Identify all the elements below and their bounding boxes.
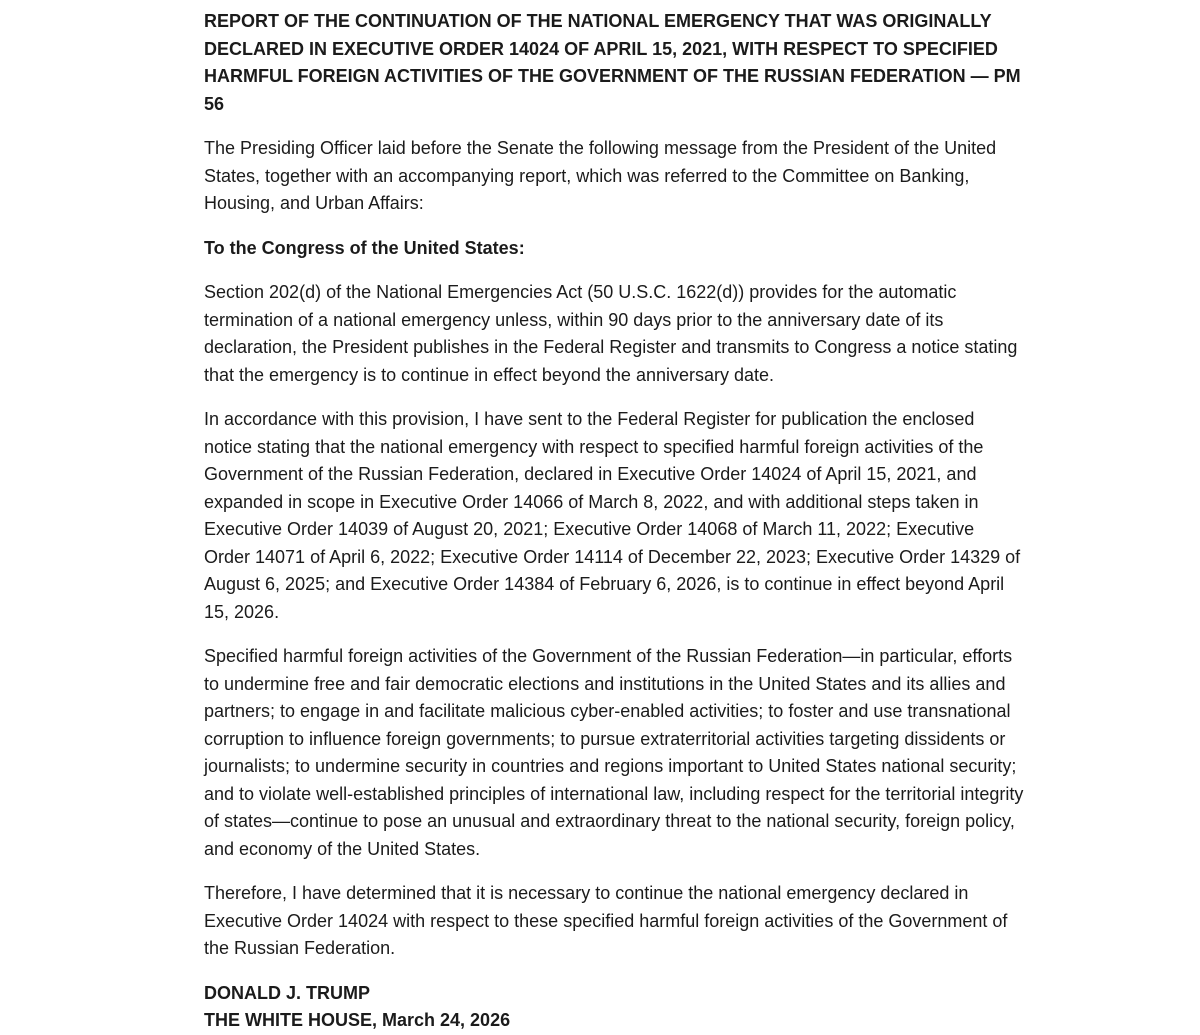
salutation: To the Congress of the United States: bbox=[204, 237, 525, 258]
document-title: REPORT OF THE CONTINUATION OF THE NATIONAL EMERGENCY THAT WAS ORIGINALLY DECLARED IN EXECUTIVE ORDER 14024 OF APRIL 15, 2021, WITH RESPECT TO SPECIFIED HARMFUL FOREIGN ACTIVITIES OF THE GOVERNMENT OF THE RUSSIAN FEDERATION — PM 56 bbox=[204, 11, 1021, 114]
body-paragraph-2: In accordance with this provision, I have sent to the Federal Register for publication the enclosed notice stating that the national emergency with respect to specified harmful foreign activities of the Government of the Russian Federation, declared in Executive Order 14024 of April 15, 2021, and expanded in scope in Executive Order 14066 of March 8, 2022, and with additional steps taken in Executive Order 14039 of August 20, 2021; Executive Order 14068 of March 11, 2022; Executive Order 14071 of April 6, 2022; Executive Order 14114 of December 22, 2023; Executive Order 14329 of August 6, 2025; and Executive Order 14384 of February 6, 2026, is to continue in effect beyond April 15, 2026. bbox=[204, 409, 1021, 622]
document bbox=[204, 8, 1024, 1035]
body-paragraph-3: Specified harmful foreign activities of the Government of the Russian Federation—in particular, efforts to undermine free and fair democratic elections and institutions in the United States and its allies and partners; to engage in and facilitate malicious cyber-enabled activities; to foster and use transnational corruption to influence foreign governments; to pursue extraterritorial activities targeting dissidents or journalists; to undermine security in countries and regions important to United States national security; and to violate well-established principles of international law, including respect for the territorial integrity of states—continue to pose an unusual and extraordinary threat to the national security, foreign policy, and economy of the United States. bbox=[204, 646, 1024, 859]
body-paragraph-1: Section 202(d) of the National Emergencies Act (50 U.S.C. 1622(d)) provides for the automatic termination of a national emergency unless, within 90 days prior to the anniversary date of its declaration, the President publishes in the Federal Register and transmits to Congress a notice stating that the emergency is to continue in effect beyond the anniversary date. bbox=[204, 282, 1018, 385]
body-paragraph-4: Therefore, I have determined that it is necessary to continue the national emergency declared in Executive Order 14024 with respect to these specified harmful foreign activities of the Government of the Russian Federation. bbox=[204, 883, 1008, 958]
intro-paragraph: The Presiding Officer laid before the Senate the following message from the President of the United States, together with an accompanying report, which was referred to the Committee on Banking, Housing, and Urban Affairs: bbox=[204, 138, 997, 213]
signature-name: DONALD J. TRUMP bbox=[204, 982, 370, 1003]
signature-place-date: THE WHITE HOUSE, March 24, 2026 bbox=[204, 1010, 511, 1030]
